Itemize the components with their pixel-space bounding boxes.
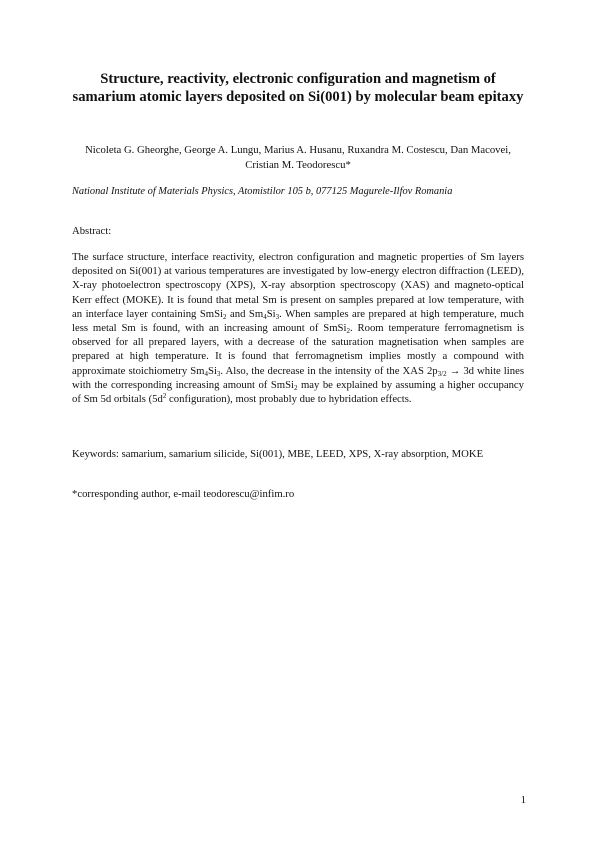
subscript: 3 — [216, 369, 221, 378]
abstract-text-run: Si — [266, 307, 276, 320]
abstract-text-run: The surface structure, interface reactivity, electron configuration and magnetic properties of Sm layers deposited on Si(001) at various temperatures are investigated by low-energy electron diffraction (LEED), X-ray photoelectron spectroscopy (XPS), X-ray absorption spectroscopy (XAS) and magneto-optical Kerr effect (MOKE). It is found that metal Sm is present on samples prepared at low temperature, with an interface layer containing SmSi — [72, 251, 524, 320]
abstract-text-run: may be explained by assuming a higher occupancy of Sm 5d orbitals (5d — [72, 378, 524, 406]
abstract-text-run: configuration), most probably due to hybridation effects. — [166, 393, 412, 406]
abstract-text-run: → 3d white lines with the corresponding increasing amount of SmSi — [72, 364, 524, 391]
subscript: 2 — [223, 312, 227, 321]
paper-title: Structure, reactivity, electronic configuration and magnetism of samarium atomic layers deposited on Si(001) by molecular beam epitaxy — [72, 71, 524, 105]
subscript: 3/2 — [437, 369, 447, 378]
affiliation: National Institute of Materials Physics, Atomistilor 105 b, 077125 Magurele-Ilfov Romania — [72, 186, 453, 197]
subscript: 2 — [346, 327, 350, 336]
subscript: 3 — [275, 312, 280, 321]
abstract-text-run: Si — [208, 364, 217, 377]
abstract-heading: Abstract: — [72, 225, 112, 237]
keywords: Keywords: samarium, samarium silicide, Si(001), MBE, LEED, XPS, X-ray absorption, MOKE — [72, 448, 484, 460]
abstract-text-run: . Room temperature ferromagnetism is observed for all prepared layers, with a decrease of the saturation magnetisation when samples are prepared at high temperature. It is found that ferromagnetism implies mostly a compound with approximate stoichiometry Sm — [72, 322, 524, 377]
abstract-text-run: and Sm — [226, 307, 264, 320]
abstract-text-run: . When samples are prepared at high temperature, much less metal Sm is found, with an increasing amount of SmSi — [72, 307, 524, 335]
page-number: 1 — [520, 794, 526, 806]
author-list: Nicoleta G. Gheorghe, George A. Lungu, Marius A. Husanu, Ruxandra M. Costescu, Dan Macovei, Cristian M. Teodorescu* — [85, 144, 511, 171]
corresponding-author-note: *corresponding author, e-mail teodorescu@infim.ro — [72, 488, 295, 500]
abstract-text — [72, 250, 524, 406]
subscript: 2 — [294, 383, 298, 392]
subscript: 4 — [263, 312, 267, 321]
abstract-text-run: . Also, the decrease in the intensity of the XAS 2p — [220, 364, 438, 377]
superscript: 2 — [162, 392, 167, 401]
subscript: 4 — [204, 369, 208, 378]
